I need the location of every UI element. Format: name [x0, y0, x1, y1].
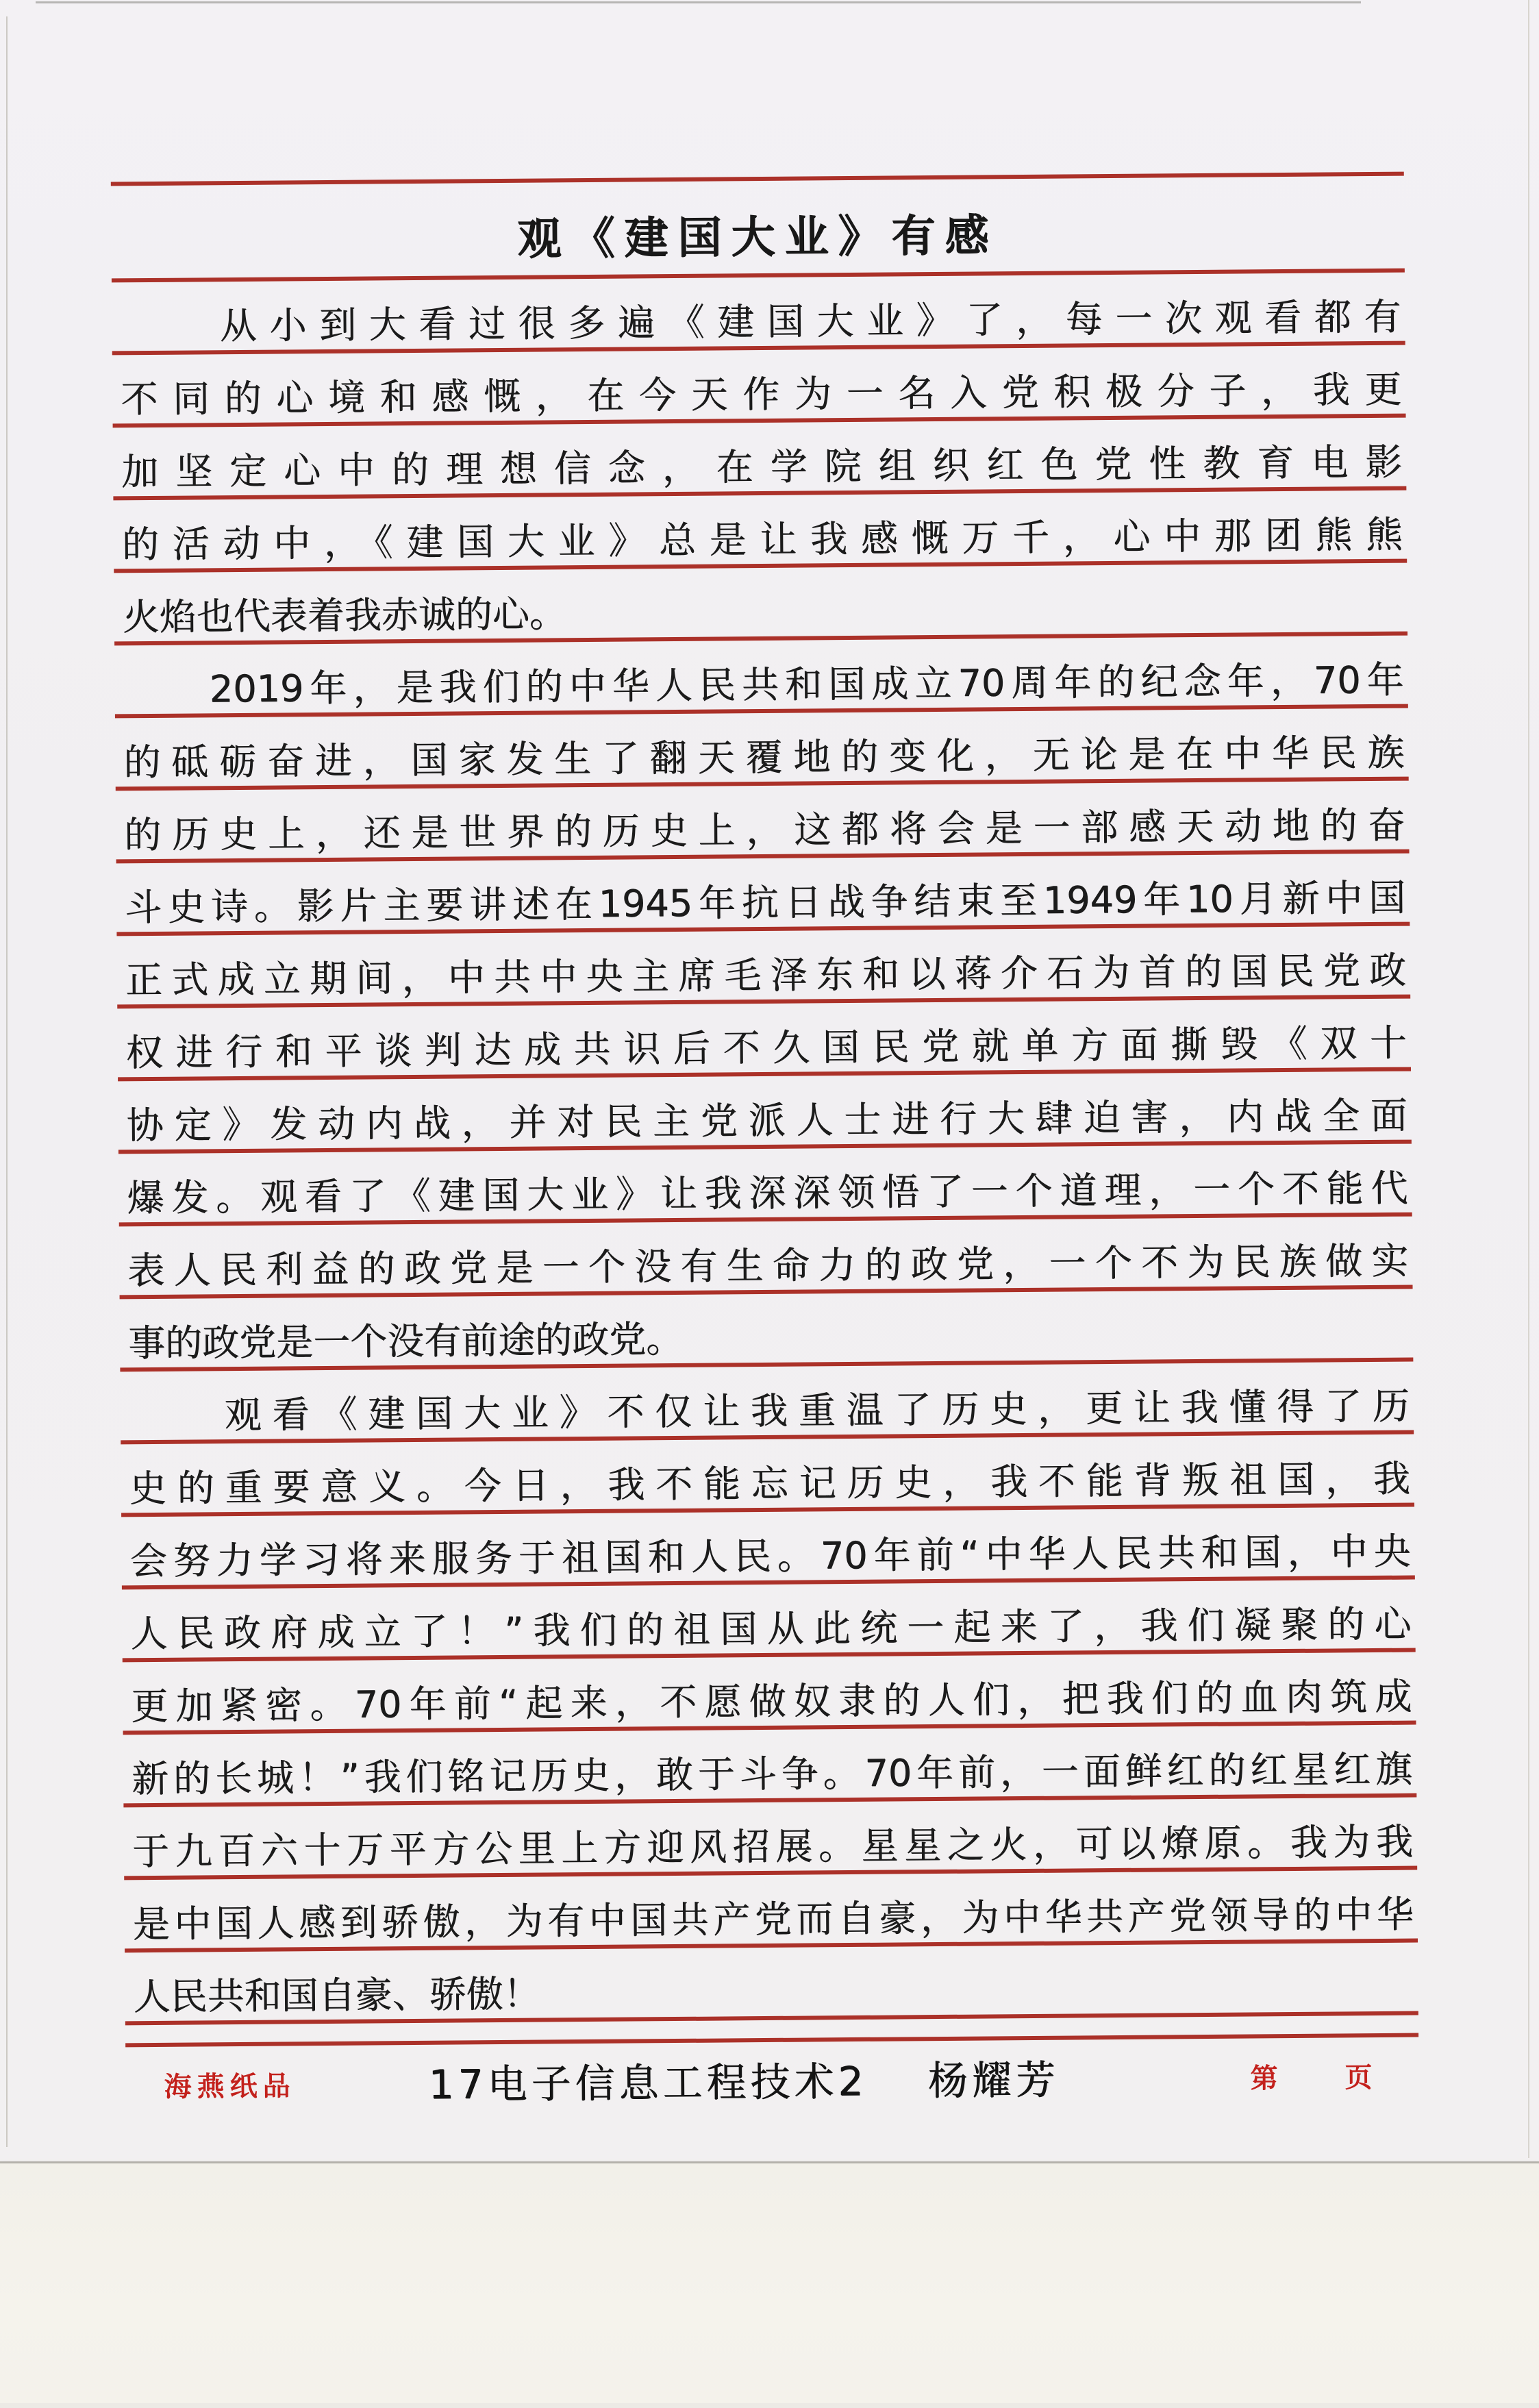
text-line-row	[121, 1507, 1415, 1590]
handwritten-text-line: 新的长城！”我们铭记历史，敢于斗争。70年前，一面鲜红的红星红旗	[131, 1747, 1413, 1801]
scanner-backing-sheet	[0, 2163, 1539, 2403]
handwritten-text-line: 是中国人感到骄傲，为有中国共产党而自豪，为中华共产党领导的中华	[132, 1892, 1414, 1946]
page-label-ye: 页	[1344, 2062, 1373, 2094]
paper-left-edge	[6, 16, 8, 2147]
text-line-row	[125, 1943, 1418, 2026]
class-and-signature: 17电子信息工程技术2 杨耀芳	[428, 2056, 1060, 2108]
title-row	[111, 190, 1405, 283]
text-line-row	[116, 854, 1410, 936]
essay-title: 观《建国大业》有感	[517, 210, 999, 265]
text-line-row	[114, 563, 1407, 646]
handwritten-text-line: 人民政府成立了！”我们的祖国从此统一起来了，我们凝聚的心	[130, 1602, 1412, 1656]
handwritten-text-line: 的活动中，《建国大业》总是让我感慨万千，心中那团熊熊	[121, 512, 1403, 567]
text-line-row	[120, 1362, 1414, 1445]
handwritten-text-line: 人民共和国自豪、骄傲！	[133, 1972, 540, 2019]
handwritten-text-line: 于九百六十万平方公里上方迎风招展。星星之火，可以燎原。我为我	[132, 1820, 1414, 1874]
text-line-row	[117, 999, 1411, 1082]
paper-right-edge	[1528, 0, 1529, 2158]
handwritten-text-line: 正式成立期间，中共中央主席毛泽东和以蒋介石为首的国民党政	[125, 948, 1407, 1002]
header-double-rule-top	[111, 172, 1404, 186]
handwritten-text-line: 权进行和平谈判达成共识后不久国民党就单方面撕毁《双十	[125, 1021, 1407, 1075]
handwritten-text-line: 事的政党是一个没有前途的政党。	[127, 1317, 684, 1365]
handwritten-text-line: 的历史上，还是世界的历史上，这都将会是一部感天动地的奋	[124, 803, 1405, 857]
handwritten-text-line: 会努力学习将来服务于祖国和人民。70年前“中华人民共和国，中央	[129, 1529, 1411, 1583]
text-line-row	[122, 1580, 1416, 1663]
handwritten-text-line: 不同的心境和感慨，在今天作为一名入党积极分子，我更	[121, 367, 1402, 421]
page-number-label	[1250, 2056, 1372, 2096]
handwritten-text-line: 火焰也代表着我赤诚的心。	[122, 592, 567, 639]
handwritten-text-line: 加坚定心中的理想信念，在学院组织红色党性教育电影	[121, 440, 1403, 494]
text-line-row	[118, 1071, 1412, 1154]
text-line-row	[123, 1725, 1417, 1808]
text-line-row	[124, 1870, 1418, 1953]
text-line-row	[113, 491, 1407, 573]
handwritten-text-line: 协定》发动内战，并对民主党派人士进行大肆迫害，内战全面	[126, 1093, 1407, 1147]
essay-body	[112, 273, 1418, 2026]
text-line-row	[120, 1289, 1414, 1372]
text-line-row	[119, 1217, 1413, 1300]
ruled-writing-area	[110, 0, 1421, 2408]
text-line-row	[116, 781, 1410, 864]
text-line-row	[115, 708, 1409, 791]
text-line-row	[113, 418, 1407, 501]
footer-double-rule-bottom	[125, 2033, 1418, 2048]
page-label-di: 第	[1250, 2063, 1278, 2095]
handwritten-text-line: 更加紧密。70年前“起来，不愿做奴隶的人们，把我们的血肉筑成	[131, 1674, 1412, 1728]
paper-brand-label: 海燕纸品	[164, 2070, 296, 2103]
handwritten-text-line: 从小到大看过很多遍《建国大业》了，每一次观看都有	[120, 295, 1401, 349]
text-line-row	[118, 1144, 1412, 1227]
handwritten-text-line: 斗史诗。影片主要讲述在1945年抗日战争结束至1949年10月新中国	[124, 876, 1406, 930]
page-footer	[125, 2045, 1419, 2124]
handwritten-text-line: 2019年，是我们的中华人民共和国成立70周年的纪念年，70年	[123, 658, 1404, 712]
handwritten-text-line: 表人民利益的政党是一个没有生命力的政党，一个不为民族做实	[127, 1239, 1409, 1293]
text-line-row	[112, 345, 1406, 428]
text-line-row	[116, 926, 1410, 1009]
text-line-row	[123, 1652, 1416, 1735]
handwritten-text-line: 的砥砺奋进，国家发生了翻天覆地的变化，无论是在中华民族	[123, 730, 1405, 784]
handwritten-text-line: 观看《建国大业》不仅让我重温了历史，更让我懂得了历	[128, 1384, 1410, 1438]
handwritten-text-line: 爆发。观看了《建国大业》让我深深领悟了一个道理，一个不能代	[127, 1166, 1408, 1220]
text-line-row	[114, 636, 1408, 719]
text-line-row	[123, 1798, 1417, 1881]
handwritten-text-line: 史的重要意义。今日，我不能忘记历史，我不能背叛祖国，我	[129, 1456, 1410, 1511]
text-line-row	[112, 273, 1405, 356]
text-line-row	[121, 1435, 1414, 1517]
